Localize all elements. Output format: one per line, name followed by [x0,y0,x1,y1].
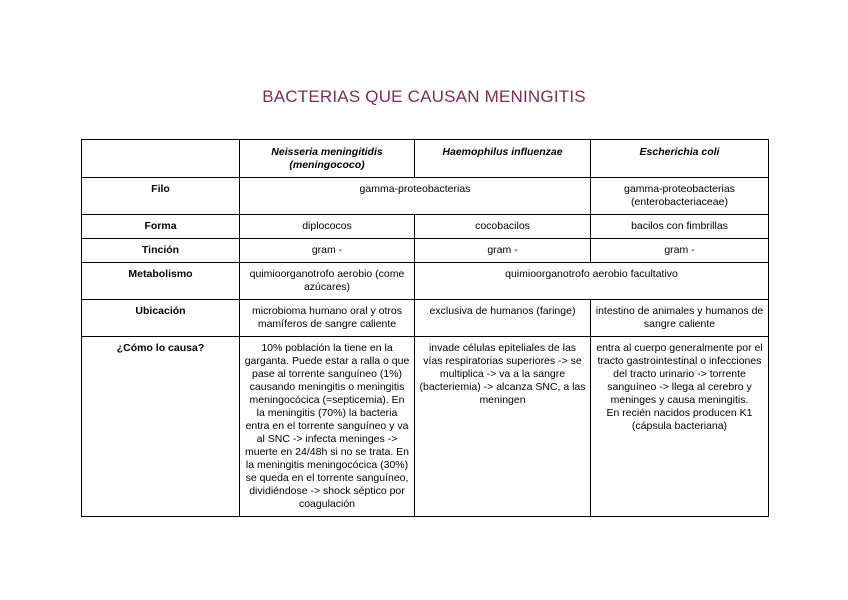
cell-forma-haemophilus: cocobacilos [415,215,591,239]
header-corner [82,140,240,178]
row-label-causa: ¿Cómo lo causa? [82,337,240,517]
table-row-causa [82,337,769,517]
cell-filo-merged: gamma-proteobacterias [240,178,591,215]
document-title: BACTERIAS QUE CAUSAN MENINGITIS [262,87,586,106]
header-row [82,140,769,178]
cell-causa-ecoli: entra al cuerpo generalmente por el tracto gastrointestinal o infecciones del tracto urinario -> torrente sanguíneo -> llega al cerebro y meninges y causa meningitis. En recién nacidos producen K1 (cápsula bacteriana) [591,337,769,517]
cell-forma-ecoli: bacilos con fimbrillas [591,215,769,239]
cell-metabolismo-merged: quimioorganotrofo aerobio facultativo [415,263,769,300]
row-label-tincion: Tinción [82,239,240,263]
row-label-ubicacion: Ubicación [82,300,240,337]
row-label-metabolismo: Metabolismo [82,263,240,300]
header-haemophilus: Haemophilus influenzae [415,140,591,178]
header-ecoli: Escherichia coli [591,140,769,178]
cell-ubicacion-haemophilus: exclusiva de humanos (faringe) [415,300,591,337]
cell-ubicacion-ecoli: intestino de animales y humanos de sangre caliente [591,300,769,337]
table-row-tincion [82,239,769,263]
cell-tincion-neisseria: gram - [240,239,415,263]
row-label-forma: Forma [82,215,240,239]
cell-tincion-haemophilus: gram - [415,239,591,263]
row-label-filo: Filo [82,178,240,215]
table-row-filo [82,178,769,215]
cell-metabolismo-neisseria: quimioorganotrofo aerobio (come azúcares) [240,263,415,300]
cell-causa-haemophilus: invade células epiteliales de las vías respiratorias superiores -> se multiplica -> va a la sangre (bacteriemia) -> alcanza SNC, a las meningen [415,337,591,517]
cell-filo-ecoli: gamma-proteobacterias (enterobacteriaceae) [591,178,769,215]
header-neisseria: Neisseria meningitidis (meningococo) [240,140,415,178]
cell-ubicacion-neisseria: microbioma humano oral y otros mamíferos de sangre caliente [240,300,415,337]
cell-forma-neisseria: diplococos [240,215,415,239]
cell-tincion-ecoli: gram - [591,239,769,263]
table-row-forma [82,215,769,239]
cell-causa-neisseria: 10% población la tiene en la garganta. Puede estar a ralla o que pase al torrente sanguíneo (1%) causando meningitis o meningitis meningocócica (=septicemia). En la meningitis (70%) la bacteria entra en el torrente sanguíneo y va al SNC -> infecta meninges -> muerte en 24/48h si no se trata. En la meningitis meningocócica (30%) se queda en el torrente sanguíneo, dividiéndose -> shock séptico por coagulación [240,337,415,517]
table-row-ubicacion [82,300,769,337]
bacteria-table [81,139,769,517]
table-row-metabolismo [82,263,769,300]
